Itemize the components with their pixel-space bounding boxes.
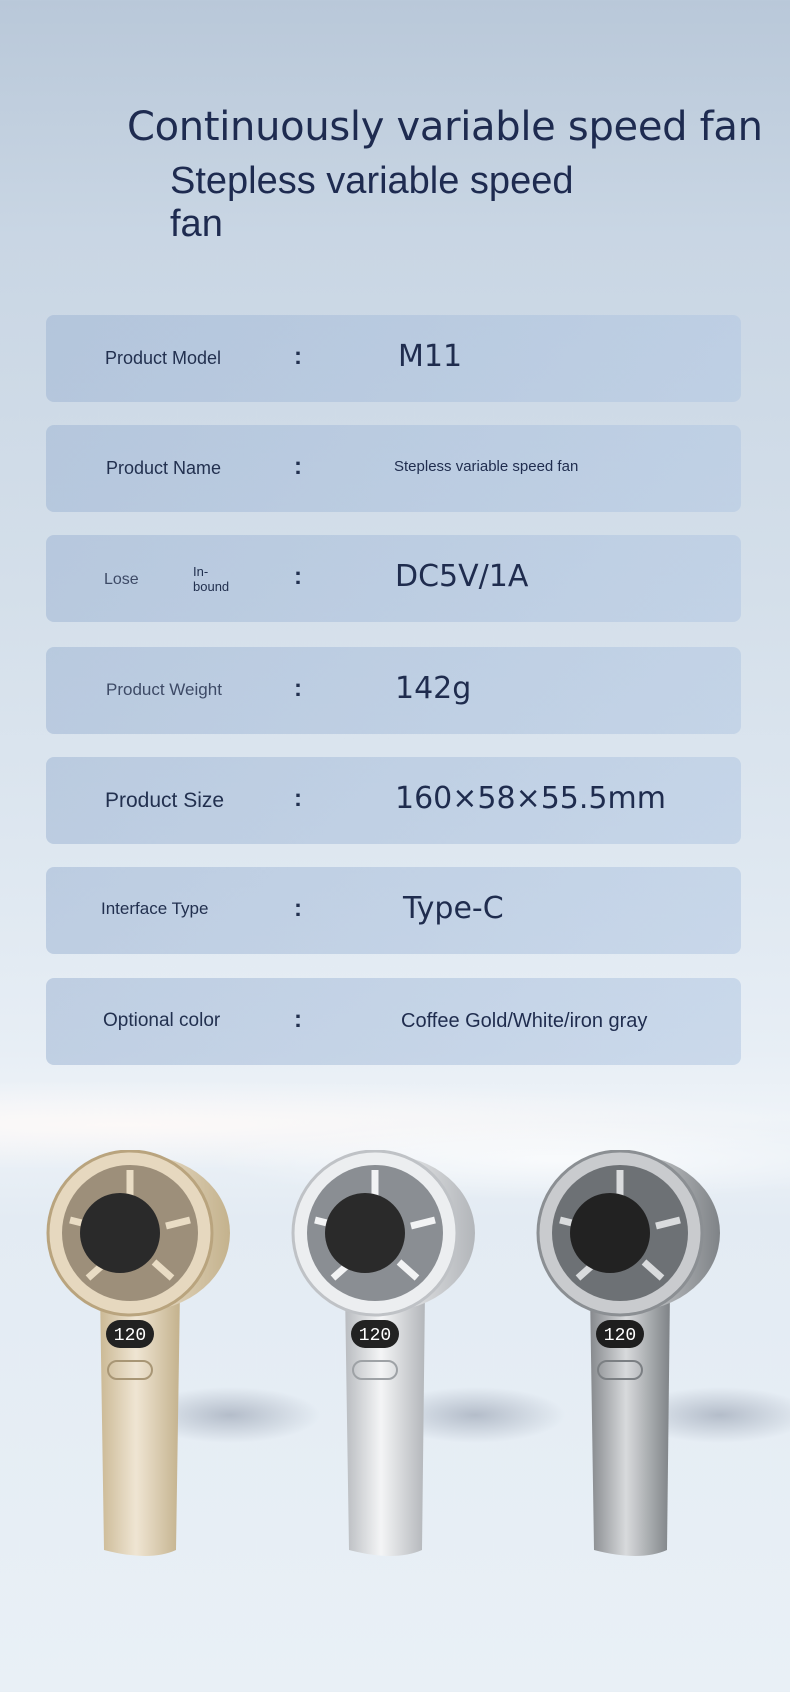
spec-colon: :: [294, 1006, 302, 1033]
fan-coffee-gold: [48, 1151, 320, 1556]
spec-colon: :: [294, 453, 302, 480]
spec-row-weight: [46, 647, 741, 734]
spec-label: Product Name: [106, 458, 222, 478]
spec-label: Product Size: [105, 789, 225, 812]
spec-row-color: [46, 978, 741, 1065]
spec-value: DC5V/1A: [395, 559, 529, 594]
spec-label: Interface Type: [101, 899, 209, 918]
spec-value: Stepless variable speed fan: [394, 458, 579, 475]
svg-text:120: 120: [113, 1326, 147, 1346]
fan-white: [293, 1151, 565, 1556]
spec-label: Optional color: [103, 1010, 221, 1031]
page-subtitle: Stepless variable speed fan: [170, 160, 574, 245]
spec-colon: :: [294, 895, 302, 922]
svg-text:120: 120: [603, 1326, 637, 1346]
spec-row-name: [46, 425, 741, 512]
spec-row-model: [46, 315, 741, 402]
spec-value: 142g: [395, 671, 472, 706]
spec-label: Lose: [104, 571, 139, 588]
spec-value: M11: [398, 339, 463, 374]
spec-row-input: [46, 535, 741, 622]
spec-colon: :: [294, 785, 302, 812]
spec-label: Product Model: [105, 348, 222, 368]
fan-iron-gray: [538, 1151, 790, 1556]
spec-label: Product Weight: [106, 680, 222, 699]
svg-text:120: 120: [358, 1326, 392, 1346]
spec-colon: :: [294, 563, 302, 590]
spec-value: 160×58×55.5mm: [395, 781, 666, 816]
product-image: [0, 1150, 790, 1570]
spec-colon: :: [294, 675, 302, 702]
spec-colon: :: [294, 343, 302, 370]
page-title: Continuously variable speed fan: [127, 104, 763, 150]
spec-value: Type-C: [403, 891, 504, 926]
spec-row-interface: [46, 867, 741, 954]
spec-value: Coffee Gold/White/iron gray: [401, 1010, 648, 1032]
spec-sub-label: In-bound: [193, 564, 230, 594]
spec-row-size: [46, 757, 741, 844]
